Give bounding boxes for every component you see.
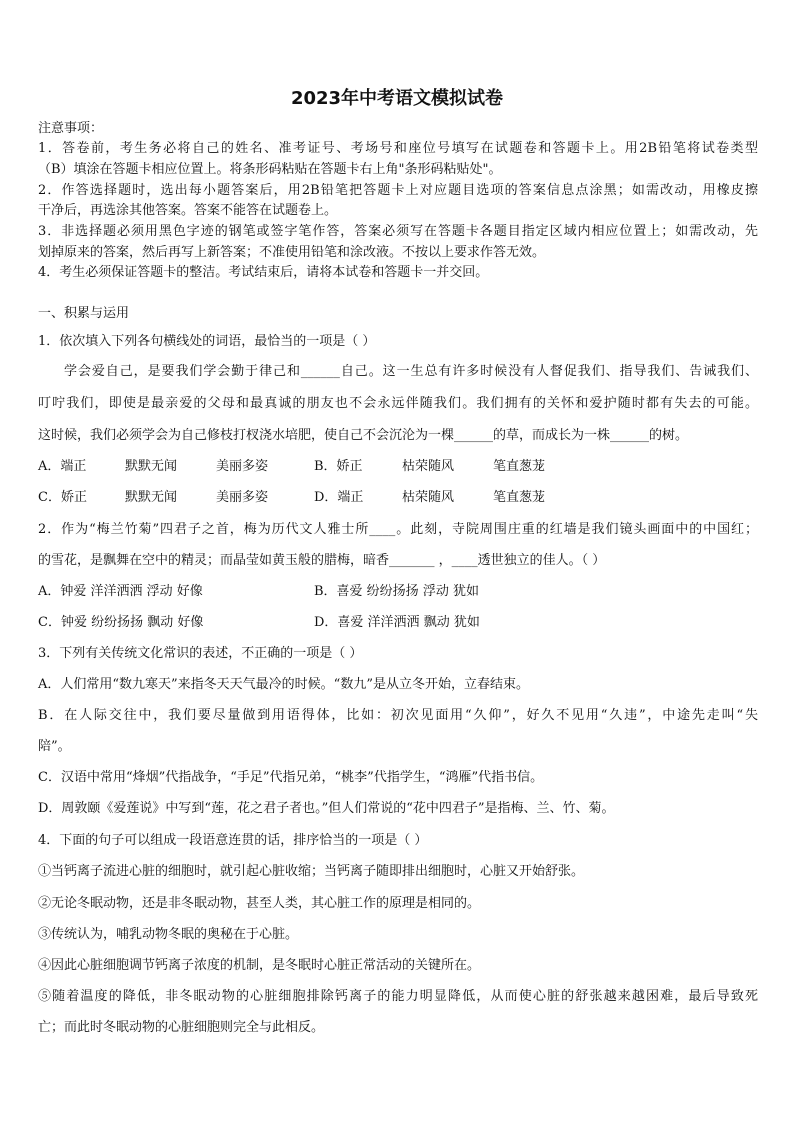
question-1-stem: 1．依次填入下列各句横线处的词语，最恰当的一项是（ ） <box>38 334 376 349</box>
notice-line: 划掉原来的答案，然后再写上新答案；不准使用铅笔和涂改液。不按以上要求作答无效。 <box>38 245 546 260</box>
question-1-passage-line: 这时候，我们必须学会为自己修枝打杈浇水培肥，使自己不会沉沦为一棵______的草，而成长为一株______的树。 <box>38 428 689 443</box>
option-word: 枯荣随风 <box>402 459 455 474</box>
question-4-sentence: ①当钙离子流进心脏的细胞时，就引起心脏收缩；当钙离子随即排出细胞时，心脏又开始舒张。 <box>38 864 585 879</box>
question-4-sentence: ③传统认为，哺乳动物冬眠的奥秘在于心脏。 <box>38 927 299 942</box>
question-2-option-b[interactable]: B．喜爱 纷纷扬扬 浮动 犹如 <box>314 584 479 599</box>
option-label: C．娇正 <box>38 490 87 505</box>
option-label: D．端正 <box>314 490 364 505</box>
notice-line: 4．考生必须保证答题卡的整洁。考试结束后，请将本试卷和答题卡一并交回。 <box>38 265 489 280</box>
question-4-sentence: ⑤随着温度的降低，非冬眠动物的心脏细胞排除钙离子的能力明显降低，从而使心脏的舒张越来越困难，最后导致死 <box>38 989 758 1004</box>
notice-line: 3．非选择题必须用黑色字迹的钢笔或签字笔作答，答案必须写在答题卡各题目指定区域内相应位置上；如需改动，先 <box>38 224 758 239</box>
section-heading: 一、积累与运用 <box>38 306 130 321</box>
question-2-stem-line: 的雪花，是飘舞在空中的精灵；而晶莹如黄玉般的腊梅，暗香_______ ，____透世独立的佳人。（ ） <box>38 553 606 568</box>
option-word: 笔直葱茏 <box>493 459 546 474</box>
option-word: 笔直葱茏 <box>493 490 546 505</box>
question-3-option-a[interactable]: A．人们常用“数九寒天”来指冬天天气最冷的时候。“数九”是从立冬开始，立春结束。 <box>38 677 529 692</box>
question-3-option-b-cont[interactable]: 陪”。 <box>38 739 71 754</box>
question-2-option-c[interactable]: C．钟爱 纷纷扬扬 飘动 好像 <box>38 615 204 630</box>
notice-line: 2．作答选择题时，选出每小题答案后，用2B铅笔把答题卡上对应题目选项的答案信息点涂黑；如需改动，用橡皮擦 <box>38 183 758 198</box>
question-2-stem-line: 2．作为“梅兰竹菊”四君子之首，梅为历代文人雅士所____。此刻，寺院周围庄重的红墙是我们镜头画面中的中国红； <box>38 522 758 537</box>
question-3-option-c[interactable]: C．汉语中常用“烽烟”代指战争，“手足”代指兄弟，“桃李”代指学生，“鸿雁”代指书信。 <box>38 770 544 785</box>
option-label: B．娇正 <box>314 459 363 474</box>
option-word: 美丽多姿 <box>216 459 269 474</box>
exam-title: 2023年中考语文模拟试卷 <box>290 88 504 109</box>
notice-line: （B）填涂在答题卡相应位置上。将条形码粘贴在答题卡右上角"条形码粘贴处"。 <box>38 162 502 177</box>
question-4-sentence: ④因此心脏细胞调节钙离子浓度的机制，是冬眠时心脏正常活动的关键所在。 <box>38 958 481 973</box>
option-label: A．端正 <box>38 459 87 474</box>
question-2-option-d[interactable]: D．喜爱 洋洋洒洒 飘动 犹如 <box>314 615 480 630</box>
option-word: 默默无闻 <box>125 490 178 505</box>
question-4-sentence: ②无论冬眠动物，还是非冬眠动物，甚至人类，其心脏工作的原理是相同的。 <box>38 896 481 911</box>
question-4-sentence-cont: 亡；而此时冬眠动物的心脏细胞则完全与此相反。 <box>38 1020 325 1035</box>
question-3-option-b[interactable]: B．在人际交往中，我们要尽量做到用语得体，比如：初次见面用“久仰”，好久不见用“久违”，中途先走叫“失 <box>38 708 758 723</box>
option-word: 默默无闻 <box>125 459 178 474</box>
notice-line: 干净后，再选涂其他答案。答案不能答在试题卷上。 <box>38 203 338 218</box>
question-3-option-d[interactable]: D．周敦颐《爱莲说》中写到“莲，花之君子者也。”但人们常说的“花中四君子”是指梅、兰、竹、菊。 <box>38 801 615 816</box>
question-3-stem: 3．下列有关传统文化常识的表述，不正确的一项是（ ） <box>38 646 363 661</box>
notice-heading: 注意事项： <box>38 121 104 136</box>
question-4-stem: 4．下面的句子可以组成一段语意连贯的话，排序恰当的一项是（ ） <box>38 833 428 848</box>
option-word: 枯荣随风 <box>402 490 455 505</box>
question-1-passage-line: 叮咛我们，即使是最亲爱的父母和最真诚的朋友也不会永远伴随我们。我们拥有的关怀和爱护随时都有失去的可能。 <box>38 396 758 411</box>
option-word: 美丽多姿 <box>216 490 269 505</box>
notice-line: 1．答卷前，考生务必将自己的姓名、准考证号、考场号和座位号填写在试题卷和答题卡上。用2B铅笔将试卷类型 <box>38 141 758 156</box>
question-2-option-a[interactable]: A．钟爱 洋洋洒洒 浮动 好像 <box>38 584 203 599</box>
question-1-passage-line: 学会爱自己，是要我们学会勤于律己和______自己。这一生总有许多时候没有人督促我们、指导我们、告诫我们、 <box>64 364 758 379</box>
